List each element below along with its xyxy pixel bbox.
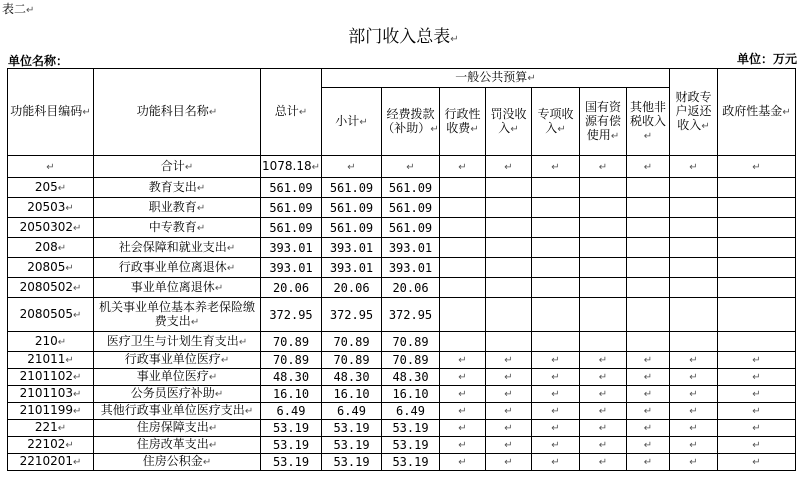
empty-cell: ↵ [486, 369, 532, 386]
subtotal-cell: 53.19 [322, 420, 382, 437]
table-row [8, 278, 796, 298]
empty-cell [627, 198, 670, 218]
empty-cell [718, 218, 796, 238]
empty-cell [580, 218, 627, 238]
empty-cell [627, 278, 670, 298]
table-row [8, 403, 796, 420]
appropriation-cell: 372.95 [382, 298, 440, 332]
table-row [8, 437, 796, 454]
code-cell: 2050302↵ [8, 218, 94, 238]
empty-cell [440, 258, 486, 278]
table-row [8, 454, 796, 471]
empty-cell [486, 198, 532, 218]
header-general-budget: 一般公共预算↵ [322, 69, 670, 88]
appropriation-cell: 561.09 [382, 198, 440, 218]
empty-cell [440, 178, 486, 198]
table-row [8, 352, 796, 369]
empty-cell [627, 238, 670, 258]
name-cell: 住房改革支出↵ [94, 437, 261, 454]
total-cell: 20.06 [261, 278, 322, 298]
empty-cell [580, 238, 627, 258]
empty-cell: ↵ [532, 454, 580, 471]
code-cell: 2080505↵ [8, 298, 94, 332]
empty-cell: ↵ [322, 156, 382, 178]
empty-cell: ↵ [670, 403, 718, 420]
empty-cell: ↵ [718, 156, 796, 178]
appropriation-cell: 561.09 [382, 178, 440, 198]
empty-cell: ↵ [532, 156, 580, 178]
empty-cell [440, 238, 486, 258]
subtotal-cell: 16.10 [322, 386, 382, 403]
total-cell: 372.95 [261, 298, 322, 332]
empty-cell: ↵ [440, 369, 486, 386]
code-cell: 205↵ [8, 178, 94, 198]
table-row [8, 386, 796, 403]
total-cell: 561.09 [261, 178, 322, 198]
header-state-asset: 国有资源有偿使用↵ [580, 88, 627, 156]
table-row [8, 369, 796, 386]
empty-cell: ↵ [580, 403, 627, 420]
total-row [8, 156, 796, 178]
empty-cell: ↵ [532, 352, 580, 369]
empty-cell: ↵ [580, 454, 627, 471]
total-label-cell: 合计↵ [94, 156, 261, 178]
empty-cell: ↵ [486, 454, 532, 471]
total-code-cell: ↵ [8, 156, 94, 178]
code-cell: 20805↵ [8, 258, 94, 278]
empty-cell: ↵ [486, 420, 532, 437]
subtotal-cell: 6.49 [322, 403, 382, 420]
empty-cell: ↵ [440, 437, 486, 454]
total-cell: 53.19 [261, 454, 322, 471]
name-cell: 教育支出↵ [94, 178, 261, 198]
empty-cell [532, 278, 580, 298]
appropriation-cell: 561.09 [382, 218, 440, 238]
appropriation-cell: 16.10 [382, 386, 440, 403]
empty-cell [486, 278, 532, 298]
appropriation-cell: 20.06 [382, 278, 440, 298]
name-cell: 行政事业单位医疗↵ [94, 352, 261, 369]
empty-cell: ↵ [580, 437, 627, 454]
empty-cell: ↵ [718, 386, 796, 403]
empty-cell: ↵ [718, 437, 796, 454]
total-cell: 70.89 [261, 352, 322, 369]
empty-cell [580, 198, 627, 218]
empty-cell [486, 298, 532, 332]
total-cell: 16.10 [261, 386, 322, 403]
code-cell: 21011↵ [8, 352, 94, 369]
code-cell: 208↵ [8, 238, 94, 258]
empty-cell: ↵ [440, 420, 486, 437]
empty-cell: ↵ [440, 352, 486, 369]
total-cell: 6.49 [261, 403, 322, 420]
subtotal-cell: 393.01 [322, 238, 382, 258]
table-number-label: 表二↵ [2, 2, 35, 16]
empty-cell [486, 258, 532, 278]
subtotal-cell: 372.95 [322, 298, 382, 332]
page-title: 部门收入总表↵ [348, 27, 459, 47]
appropriation-cell: 48.30 [382, 369, 440, 386]
subtotal-cell: 70.89 [322, 352, 382, 369]
empty-cell [670, 298, 718, 332]
empty-cell: ↵ [580, 369, 627, 386]
name-cell: 中专教育↵ [94, 218, 261, 238]
name-cell: 事业单位离退休↵ [94, 278, 261, 298]
empty-cell [718, 238, 796, 258]
total-cell: 53.19 [261, 420, 322, 437]
code-cell: 2210201↵ [8, 454, 94, 471]
empty-cell [532, 178, 580, 198]
table-row [8, 178, 796, 198]
empty-cell [627, 218, 670, 238]
empty-cell [486, 332, 532, 352]
code-cell: 22102↵ [8, 437, 94, 454]
code-cell: 2101103↵ [8, 386, 94, 403]
empty-cell: ↵ [580, 352, 627, 369]
header-confiscation: 罚没收入↵ [486, 88, 532, 156]
empty-cell: ↵ [486, 352, 532, 369]
header-other-non-tax: 其他非税收入↵ [627, 88, 670, 156]
appropriation-cell: 70.89 [382, 352, 440, 369]
table-row [8, 218, 796, 238]
empty-cell: ↵ [670, 369, 718, 386]
empty-cell: ↵ [532, 403, 580, 420]
subtotal-cell: 20.06 [322, 278, 382, 298]
empty-cell [627, 258, 670, 278]
total-cell: 561.09 [261, 198, 322, 218]
empty-cell [627, 332, 670, 352]
name-cell: 事业单位医疗↵ [94, 369, 261, 386]
table-row [8, 258, 796, 278]
code-cell: 2101199↵ [8, 403, 94, 420]
empty-cell: ↵ [627, 156, 670, 178]
code-cell: 2080502↵ [8, 278, 94, 298]
empty-cell: ↵ [718, 420, 796, 437]
empty-cell [532, 258, 580, 278]
empty-cell: ↵ [718, 454, 796, 471]
empty-cell [580, 278, 627, 298]
empty-cell [532, 332, 580, 352]
code-cell: 210↵ [8, 332, 94, 352]
empty-cell [670, 258, 718, 278]
table-row [8, 298, 796, 332]
name-cell: 公务员医疗补助↵ [94, 386, 261, 403]
empty-cell [670, 178, 718, 198]
empty-cell: ↵ [580, 156, 627, 178]
empty-cell: ↵ [580, 386, 627, 403]
empty-cell: ↵ [670, 420, 718, 437]
name-cell: 其他行政事业单位医疗支出↵ [94, 403, 261, 420]
header-appropriation: 经费拨款（补助）↵ [382, 88, 440, 156]
empty-cell [718, 198, 796, 218]
empty-cell: ↵ [627, 437, 670, 454]
total-cell: 393.01 [261, 238, 322, 258]
table-row [8, 332, 796, 352]
table-row [8, 420, 796, 437]
empty-cell [580, 332, 627, 352]
total-cell: 53.19 [261, 437, 322, 454]
total-cell: 561.09 [261, 218, 322, 238]
empty-cell [532, 298, 580, 332]
unit-name-label: 单位名称： [8, 54, 69, 68]
empty-cell: ↵ [532, 369, 580, 386]
empty-cell [718, 258, 796, 278]
empty-cell: ↵ [382, 156, 440, 178]
empty-cell: ↵ [670, 156, 718, 178]
total-cell: 393.01 [261, 258, 322, 278]
empty-cell: ↵ [532, 437, 580, 454]
code-cell: 20503↵ [8, 198, 94, 218]
subtotal-cell: 561.09 [322, 198, 382, 218]
empty-cell [670, 198, 718, 218]
header-gov-fund: 政府性基金↵ [718, 69, 796, 156]
subtotal-cell: 48.30 [322, 369, 382, 386]
subtotal-cell: 393.01 [322, 258, 382, 278]
empty-cell [670, 218, 718, 238]
empty-cell: ↵ [486, 437, 532, 454]
income-summary-table [7, 68, 796, 471]
empty-cell: ↵ [580, 420, 627, 437]
subtotal-cell: 70.89 [322, 332, 382, 352]
empty-cell: ↵ [670, 386, 718, 403]
subtotal-cell: 561.09 [322, 178, 382, 198]
empty-cell [718, 298, 796, 332]
empty-cell: ↵ [627, 352, 670, 369]
header-subtotal: 小计↵ [322, 88, 382, 156]
empty-cell: ↵ [440, 403, 486, 420]
header-fiscal-return: 财政专户返还收入↵ [670, 69, 718, 156]
subtotal-cell: 53.19 [322, 454, 382, 471]
name-cell: 住房公积金↵ [94, 454, 261, 471]
empty-cell: ↵ [627, 420, 670, 437]
empty-cell [486, 238, 532, 258]
empty-cell [580, 258, 627, 278]
appropriation-cell: 6.49 [382, 403, 440, 420]
empty-cell [440, 218, 486, 238]
empty-cell [627, 298, 670, 332]
appropriation-cell: 53.19 [382, 437, 440, 454]
empty-cell: ↵ [718, 352, 796, 369]
header-code: 功能科目编码↵ [8, 69, 94, 156]
empty-cell: ↵ [670, 454, 718, 471]
appropriation-cell: 393.01 [382, 238, 440, 258]
empty-cell [486, 178, 532, 198]
empty-cell: ↵ [670, 437, 718, 454]
empty-cell: ↵ [440, 454, 486, 471]
name-cell: 机关事业单位基本养老保险缴费支出↵ [94, 298, 261, 332]
empty-cell: ↵ [627, 369, 670, 386]
empty-cell [532, 198, 580, 218]
appropriation-cell: 53.19 [382, 420, 440, 437]
empty-cell: ↵ [627, 403, 670, 420]
name-cell: 住房保障支出↵ [94, 420, 261, 437]
unit-label: 单位：万元 [736, 52, 797, 66]
empty-cell [580, 298, 627, 332]
name-cell: 职业教育↵ [94, 198, 261, 218]
empty-cell: ↵ [440, 386, 486, 403]
empty-cell [670, 238, 718, 258]
empty-cell: ↵ [532, 386, 580, 403]
name-cell: 社会保障和就业支出↵ [94, 238, 261, 258]
appropriation-cell: 393.01 [382, 258, 440, 278]
empty-cell [486, 218, 532, 238]
empty-cell [440, 198, 486, 218]
header-total: 总计↵ [261, 69, 322, 156]
empty-cell [532, 238, 580, 258]
empty-cell [718, 278, 796, 298]
table-row [8, 238, 796, 258]
empty-cell: ↵ [440, 156, 486, 178]
empty-cell [718, 332, 796, 352]
empty-cell: ↵ [627, 454, 670, 471]
name-cell: 行政事业单位离退休↵ [94, 258, 261, 278]
empty-cell [440, 332, 486, 352]
header-special: 专项收入↵ [532, 88, 580, 156]
table-row [8, 198, 796, 218]
empty-cell: ↵ [486, 386, 532, 403]
header-admin-fee: 行政性收费↵ [440, 88, 486, 156]
empty-cell [440, 298, 486, 332]
empty-cell [718, 178, 796, 198]
appropriation-cell: 70.89 [382, 332, 440, 352]
grand-total-cell: 1078.18↵ [261, 156, 322, 178]
subtotal-cell: 561.09 [322, 218, 382, 238]
header-name: 功能科目名称↵ [94, 69, 261, 156]
total-cell: 48.30 [261, 369, 322, 386]
empty-cell: ↵ [627, 386, 670, 403]
empty-cell: ↵ [670, 352, 718, 369]
empty-cell [580, 178, 627, 198]
name-cell: 医疗卫生与计划生育支出↵ [94, 332, 261, 352]
code-cell: 221↵ [8, 420, 94, 437]
empty-cell [670, 332, 718, 352]
code-cell: 2101102↵ [8, 369, 94, 386]
empty-cell [627, 178, 670, 198]
empty-cell: ↵ [718, 369, 796, 386]
subtotal-cell: 53.19 [322, 437, 382, 454]
appropriation-cell: 53.19 [382, 454, 440, 471]
empty-cell: ↵ [486, 156, 532, 178]
total-cell: 70.89 [261, 332, 322, 352]
empty-cell: ↵ [532, 420, 580, 437]
empty-cell: ↵ [486, 403, 532, 420]
empty-cell [440, 278, 486, 298]
empty-cell [532, 218, 580, 238]
empty-cell [670, 278, 718, 298]
empty-cell: ↵ [718, 403, 796, 420]
